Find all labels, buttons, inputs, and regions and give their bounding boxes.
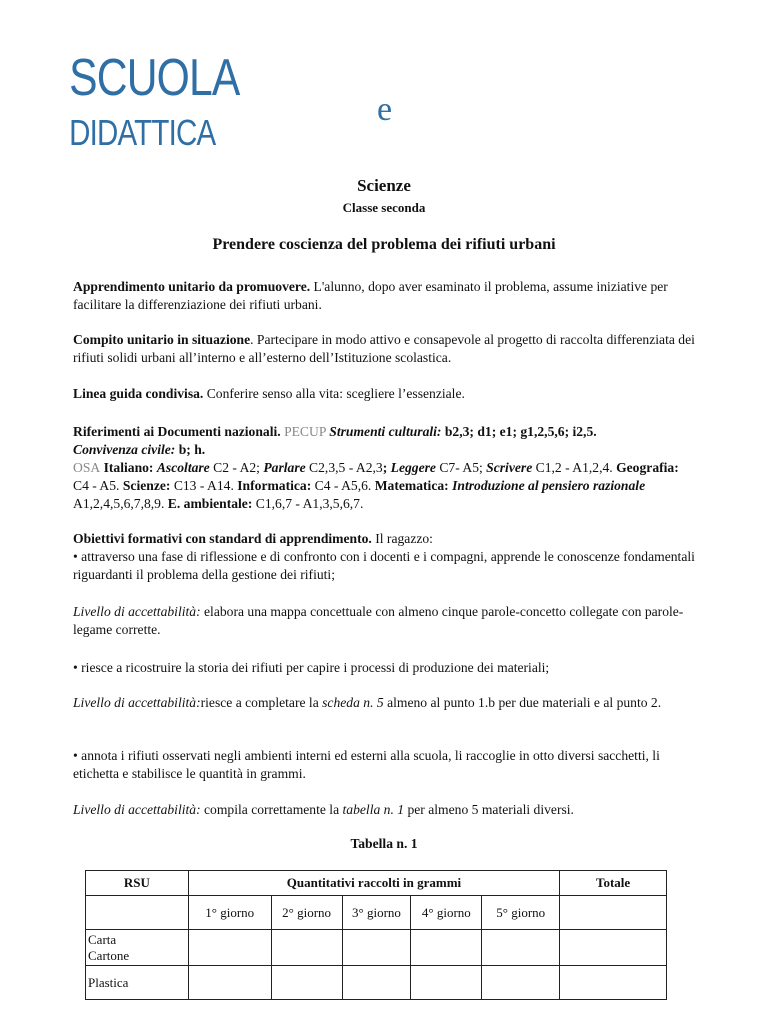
ambientale-label: E. ambientale: — [167, 496, 253, 511]
table-cell — [411, 966, 482, 1000]
scienze-value: C13 - A14. — [170, 478, 238, 493]
paragraph-livello-2 — [73, 694, 695, 712]
strumenti-label: Strumenti culturali: — [329, 424, 442, 439]
leggere-value: C7- A5; — [435, 460, 487, 475]
table-cell — [188, 966, 271, 1000]
scienze-label: Scienze: — [122, 478, 171, 493]
ambientale-value: C1,6,7 - A1,3,5,6,7. — [252, 496, 364, 511]
logo-didattica: DIDATTICA — [69, 112, 216, 153]
row-label-line: Carta — [88, 931, 117, 947]
paragraph-label: Linea guida condivisa. — [73, 386, 204, 401]
document-heading: Prendere coscienza del problema dei rifiuti urbani — [212, 236, 556, 253]
table-cell — [411, 930, 482, 966]
table-cell — [86, 896, 189, 930]
day-header: 4° giorno — [411, 896, 482, 930]
paragraph-text: Il ragazzo: — [371, 531, 433, 546]
convivenza-label: Convivenza civile: — [73, 442, 176, 457]
tabella-ref: tabella n. 1 — [342, 802, 405, 817]
parlare-label: Parlare — [263, 460, 306, 475]
bullet-item: • riesce a ricostruire la storia dei rifiuti per capire i processi di produzione dei materiali; — [73, 660, 550, 675]
riferimenti-label: Riferimenti ai Documenti nazionali. — [73, 424, 281, 439]
table-cell — [482, 930, 560, 966]
bullet-item: • attraverso una fase di riflessione e di confronto con i docenti e i compagni, apprende le conoscenze fondamentali riguardanti il problema della gestione dei rifiuti; — [73, 549, 695, 582]
paragraph-text: per almeno 5 materiali diversi. — [404, 802, 574, 817]
paragraph-livello-1 — [73, 603, 695, 639]
osa-label: OSA — [73, 460, 101, 475]
table-cell — [342, 966, 411, 1000]
introduzione-label: Introduzione al pensiero razionale — [452, 478, 646, 493]
paragraph-text: elabora una mappa concettuale con almeno cinque parole-concetto collegate con parole-legame corrette. — [73, 604, 684, 637]
row-label-line: Cartone — [88, 947, 130, 963]
table-cell — [560, 966, 667, 1000]
table-row — [86, 930, 667, 966]
separator: ; — [382, 460, 391, 475]
paragraph-livello-3 — [73, 801, 695, 819]
paragraph-text: almeno al punto 1.b per due materiali e al punto 2. — [383, 695, 662, 710]
paragraph-label: Obiettivi formativi con standard di apprendimento. — [73, 531, 372, 546]
livello-label: Livello di accettabilità: — [73, 802, 201, 817]
paragraph-riferimenti — [73, 423, 695, 513]
paragraph-compito — [73, 331, 695, 367]
table-cell — [188, 930, 271, 966]
logo-e: e — [376, 91, 392, 128]
table-cell — [342, 930, 411, 966]
table-header-row — [86, 871, 667, 896]
livello-label: Livello di accettabilità: — [73, 695, 201, 710]
scrivere-label: Scrivere — [486, 460, 533, 475]
paragraph-obiettivi — [73, 530, 695, 584]
introduzione-value: A1,2,4,5,6,7,8,9. — [73, 496, 168, 511]
informatica-label: Informatica: — [237, 478, 312, 493]
pecup-label: PECUP — [280, 424, 330, 439]
page-subtitle: Classe seconda — [342, 200, 426, 215]
geografia-value: C4 - A5. — [73, 478, 123, 493]
scheda-ref: scheda n. 5 — [322, 695, 384, 710]
day-header: 1° giorno — [188, 896, 271, 930]
paragraph-text: Conferire senso alla vita: scegliere l’essenziale. — [203, 386, 465, 401]
geografia-label: Geografia: — [616, 460, 679, 475]
table-days-row — [86, 896, 667, 930]
paragraph-label: Compito unitario in situazione — [73, 332, 251, 347]
table-cell — [482, 966, 560, 1000]
paragraph-text: compila correttamente la — [200, 802, 343, 817]
header-quantitativi: Quantitativi raccolti in grammi — [188, 871, 559, 896]
parlare-value: C2,3,5 - A2,3 — [305, 460, 383, 475]
logo-scuola: SCUOLA — [69, 49, 240, 107]
paragraph-text: L'alunno, dopo aver esaminato il problema, assume iniziative per facilitare la differenziazione dei rifiuti urbani. — [73, 279, 668, 312]
page-title: Scienze — [357, 176, 411, 195]
leggere-label: Leggere — [390, 460, 436, 475]
table-row — [86, 966, 667, 1000]
row-label — [86, 930, 189, 966]
table-caption: Tabella n. 1 — [350, 836, 418, 851]
paragraph-text: riesce a completare la — [200, 695, 323, 710]
livello-label: Livello di accettabilità: — [73, 604, 201, 619]
day-header: 2° giorno — [271, 896, 342, 930]
day-header: 3° giorno — [342, 896, 411, 930]
bullet-item: • annota i rifiuti osservati negli ambienti interni ed esterni alla scuola, li raccoglie in otto diversi sacchetti, li etichetta e stabilisce le quantità in grammi. — [73, 748, 660, 781]
ascoltare-label: Ascoltare — [156, 460, 210, 475]
rsu-table — [85, 870, 667, 1000]
ascoltare-value: C2 - A2; — [209, 460, 264, 475]
paragraph-apprendimento — [73, 278, 695, 314]
day-header: 5° giorno — [482, 896, 560, 930]
paragraph-linea-guida — [73, 385, 695, 403]
matematica-label: Matematica: — [374, 478, 449, 493]
italiano-label: Italiano: — [100, 460, 157, 475]
convivenza-value: b; h. — [175, 442, 206, 457]
strumenti-value: b2,3; d1; e1; g1,2,5,6; i2,5. — [441, 424, 597, 439]
header-rsu: RSU — [86, 871, 189, 896]
paragraph-text: . Partecipare in modo attivo e consapevole al progetto di raccolta differenziata dei rifiuti solidi urbani all’interno e all’esterno dell’Istituzione scolastica. — [73, 332, 695, 365]
table-cell — [560, 930, 667, 966]
informatica-value: C4 - A5,6. — [311, 478, 375, 493]
table-cell — [560, 896, 667, 930]
table-cell — [271, 966, 342, 1000]
paragraph-label: Apprendimento unitario da promuovere. — [73, 279, 311, 294]
header-totale: Totale — [560, 871, 667, 896]
table-cell — [271, 930, 342, 966]
scrivere-value: C1,2 - A1,2,4. — [532, 460, 617, 475]
row-label: Plastica — [86, 966, 189, 1000]
